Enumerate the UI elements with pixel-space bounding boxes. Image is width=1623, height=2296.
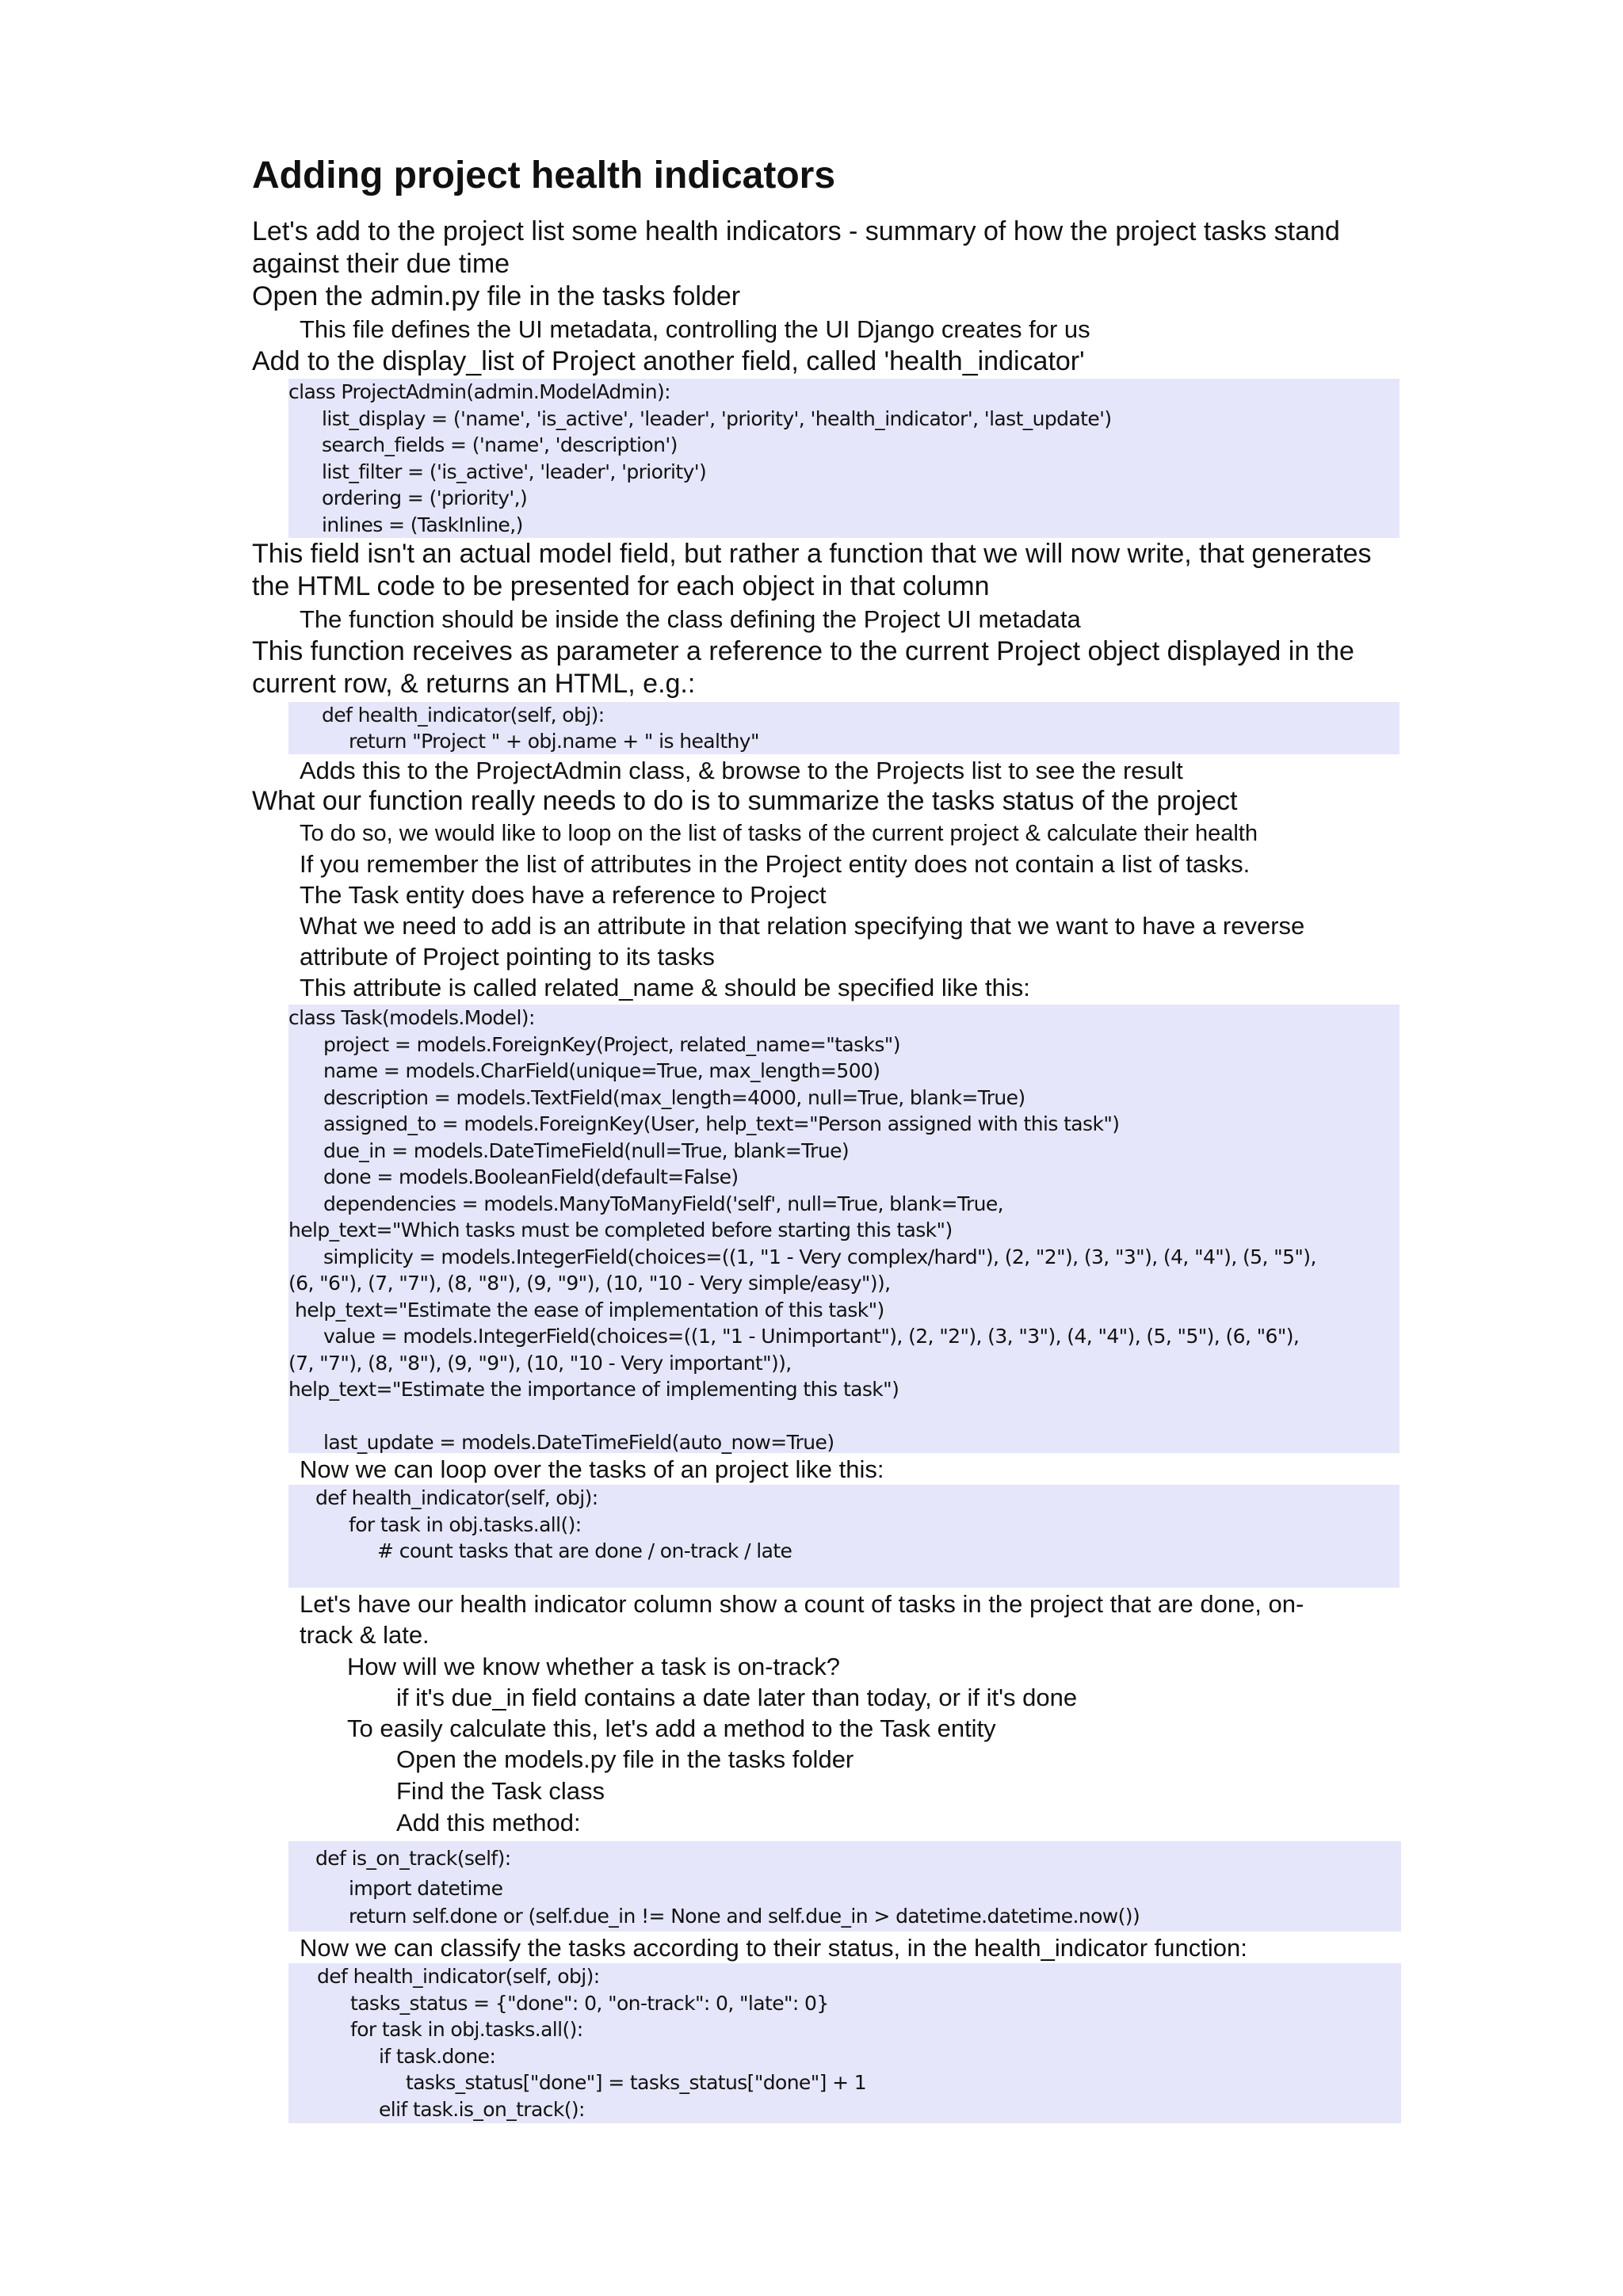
code-line: ordering = ('priority',)	[322, 486, 528, 509]
paragraph: Find the Task class	[396, 1777, 605, 1805]
code-line: help_text="Estimate the importance of implementing this task")	[288, 1378, 899, 1401]
paragraph: Let's have our health indicator column show a count of tasks in the project that are done, on-	[300, 1590, 1304, 1618]
code-line: # count tasks that are done / on-track / late	[377, 1539, 792, 1562]
code-line: return self.done or (self.due_in != None and self.due_in > datetime.datetime.now())	[349, 1905, 1140, 1928]
paragraph: Now we can loop over the tasks of an project like this:	[300, 1455, 884, 1483]
code-line: elif task.is_on_track():	[379, 2097, 585, 2121]
code-line: tasks_status = {"done": 0, "on-track": 0, "late": 0}	[350, 1991, 829, 2015]
paragraph: attribute of Project pointing to its tasks	[300, 943, 715, 971]
paragraph: This function receives as parameter a reference to the current Project object displayed in the	[252, 636, 1354, 666]
paragraph: What our function really needs to do is to summarize the tasks status of the project	[252, 786, 1238, 816]
paragraph: What we need to add is an attribute in that relation specifying that we want to have a reverse	[300, 912, 1305, 940]
code-line: help_text="Which tasks must be completed before starting this task")	[288, 1219, 953, 1241]
code-line: help_text="Estimate the ease of implementation of this task")	[295, 1298, 884, 1322]
paragraph: Let's add to the project list some health indicators - summary of how the project tasks stand	[252, 216, 1340, 246]
code-line: due_in = models.DateTimeField(null=True, blank=True)	[323, 1138, 850, 1162]
paragraph: The Task entity does have a reference to Project	[300, 881, 827, 909]
paragraph: If you remember the list of attributes in the Project entity does not contain a list of tasks.	[300, 850, 1251, 878]
code-line: last_update = models.DateTimeField(auto_now=True)	[323, 1431, 834, 1454]
paragraph: How will we know whether a task is on-track?	[347, 1653, 840, 1680]
paragraph: This field isn't an actual model field, but rather a function that we will now write, that generates	[252, 539, 1372, 569]
code-line: assigned_to = models.ForeignKey(User, help_text="Person assigned with this task")	[323, 1112, 1120, 1135]
paragraph: This attribute is called related_name & should be specified like this:	[300, 974, 1030, 1001]
page-title: Adding project health indicators	[252, 154, 836, 196]
paragraph: Open the models.py file in the tasks folder	[396, 1745, 854, 1773]
code-line: def is_on_track(self):	[315, 1847, 511, 1870]
code-block	[288, 1485, 1400, 1588]
paragraph: The function should be inside the class defining the Project UI metadata	[300, 605, 1081, 633]
code-line: dependencies = models.ManyToManyField('self', null=True, blank=True,	[323, 1192, 1003, 1215]
code-line: done = models.BooleanField(default=False)	[323, 1165, 739, 1188]
code-line: project = models.ForeignKey(Project, related_name="tasks")	[323, 1032, 900, 1056]
paragraph: Open the admin.py file in the tasks folder	[252, 281, 741, 311]
paragraph: against their due time	[252, 249, 510, 279]
code-line: inlines = (TaskInline,)	[322, 513, 523, 536]
paragraph: To easily calculate this, let's add a method to the Task entity	[347, 1714, 996, 1742]
paragraph: Add to the display_list of Project another field, called 'health_indicator'	[252, 346, 1085, 376]
code-line: (6, "6"), (7, "7"), (8, "8"), (9, "9"), (10, "10 - Very simple/easy")),	[288, 1272, 891, 1295]
paragraph: if it's due_in field contains a date later than today, or if it's done	[396, 1684, 1078, 1711]
code-line: (7, "7"), (8, "8"), (9, "9"), (10, "10 - Very important")),	[288, 1351, 792, 1375]
code-line: for task in obj.tasks.all():	[350, 2018, 583, 2041]
code-line: for task in obj.tasks.all():	[349, 1512, 582, 1536]
code-line: def health_indicator(self, obj):	[315, 1486, 598, 1509]
code-line: class Task(models.Model):	[288, 1006, 535, 1029]
paragraph: current row, & returns an HTML, e.g.:	[252, 669, 696, 699]
code-line: name = models.CharField(unique=True, max_length=500)	[323, 1059, 880, 1082]
paragraph: Now we can classify the tasks according to their status, in the health_indicator function:	[300, 1934, 1247, 1962]
code-line: list_display = ('name', 'is_active', 'leader', 'priority', 'health_indicator', 'last_update')	[322, 406, 1112, 430]
code-line: list_filter = ('is_active', 'leader', 'priority')	[322, 460, 707, 483]
paragraph: To do so, we would like to loop on the list of tasks of the current project & calculate their health	[300, 821, 1258, 846]
code-line: simplicity = models.IntegerField(choices=((1, "1 - Very complex/hard"), (2, "2"), (3, "3"), (4, "4"), (5, "5"),	[323, 1245, 1316, 1268]
paragraph: track & late.	[300, 1621, 430, 1649]
code-line: search_fields = ('name', 'description')	[322, 433, 678, 456]
code-line: if task.done:	[379, 2044, 496, 2068]
code-block	[288, 702, 1400, 754]
paragraph: the HTML code to be presented for each object in that column	[252, 571, 990, 601]
code-block	[288, 1841, 1401, 1932]
code-line: def health_indicator(self, obj):	[322, 704, 605, 727]
code-line: class ProjectAdmin(admin.ModelAdmin):	[288, 380, 670, 403]
code-block	[288, 379, 1400, 538]
code-line: description = models.TextField(max_length=4000, null=True, blank=True)	[323, 1085, 1025, 1109]
code-block	[288, 1963, 1401, 2123]
paragraph: Adds this to the ProjectAdmin class, & browse to the Projects list to see the result	[300, 757, 1183, 784]
code-block	[288, 1005, 1400, 1453]
paragraph: Add this method:	[396, 1809, 581, 1836]
code-line: import datetime	[349, 1877, 503, 1900]
code-line: value = models.IntegerField(choices=((1, "1 - Unimportant"), (2, "2"), (3, "3"), (4, "4"), (5, "5"), (6, "6"),	[323, 1325, 1300, 1348]
code-line: def health_indicator(self, obj):	[317, 1965, 600, 1988]
code-line: return "Project " + obj.name + " is healthy"	[349, 730, 759, 753]
code-line: tasks_status["done"] = tasks_status["done"] + 1	[406, 2071, 867, 2094]
paragraph: This file defines the UI metadata, controlling the UI Django creates for us	[300, 315, 1090, 343]
